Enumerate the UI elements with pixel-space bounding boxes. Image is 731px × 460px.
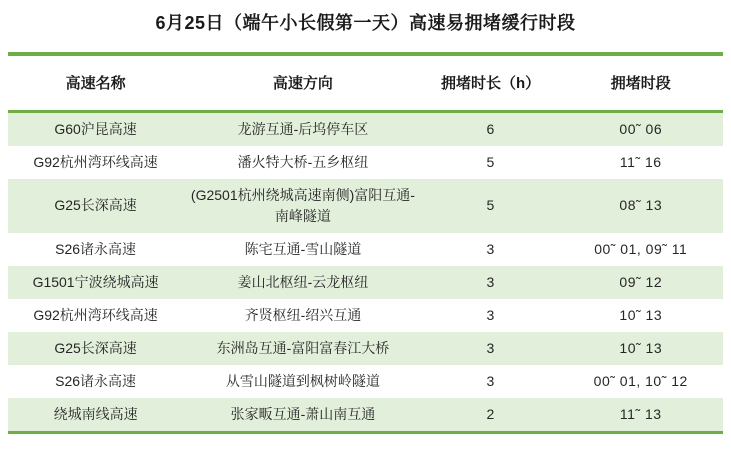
column-header-highway-name: 高速名称 bbox=[8, 54, 183, 111]
highway-direction-cell: 龙游互通-后坞停车区 bbox=[237, 120, 369, 137]
highway-name-cell: G25长深高速 bbox=[54, 339, 137, 356]
congestion-duration-cell: 2 bbox=[486, 405, 495, 422]
congestion-period-cell: 00˜ 01, 09˜ 11 bbox=[594, 240, 688, 257]
congestion-duration-cell: 3 bbox=[486, 306, 495, 323]
table-body bbox=[8, 111, 723, 432]
congestion-period-cell: 11˜ 16 bbox=[619, 153, 662, 170]
congestion-duration-cell: 3 bbox=[486, 273, 495, 290]
column-header-congestion-period: 拥堵时段 bbox=[559, 54, 723, 111]
table-row bbox=[8, 299, 723, 332]
table-row bbox=[8, 111, 723, 146]
congestion-period-cell: 00˜ 01, 10˜ 12 bbox=[593, 372, 688, 389]
table-header bbox=[8, 54, 723, 111]
highway-name-cell: G92杭州湾环线高速 bbox=[33, 306, 158, 323]
congestion-period-cell: 08˜ 13 bbox=[619, 197, 663, 213]
table-row bbox=[8, 332, 723, 365]
congestion-duration-cell: 5 bbox=[486, 197, 495, 213]
highway-direction-cell: 潘火特大桥-五乡枢纽 bbox=[237, 153, 369, 170]
congestion-period-cell: 09˜ 12 bbox=[619, 273, 663, 290]
highway-name-cell: G1501宁波绕城高速 bbox=[32, 273, 159, 290]
table-row bbox=[8, 179, 723, 233]
table-row bbox=[8, 233, 723, 266]
congestion-period-cell: 00˜ 06 bbox=[619, 120, 663, 137]
highway-direction-cell: 姜山北枢纽-云龙枢纽 bbox=[237, 273, 369, 290]
congestion-period-cell: 10˜ 13 bbox=[619, 339, 663, 356]
congestion-table bbox=[8, 52, 723, 434]
highway-name-cell: G92杭州湾环线高速 bbox=[33, 153, 158, 170]
congestion-period-cell: 10˜ 13 bbox=[619, 306, 663, 323]
highway-direction-cell: 齐贤枢纽-绍兴互通 bbox=[244, 306, 362, 323]
table-row bbox=[8, 146, 723, 179]
highway-name-cell: S26诸永高速 bbox=[55, 240, 137, 257]
congestion-duration-cell: 5 bbox=[486, 153, 495, 170]
highway-direction-cell: 陈宅互通-雪山隧道 bbox=[244, 240, 362, 257]
highway-direction-cell: 张家畈互通-萧山南互通 bbox=[230, 405, 376, 422]
congestion-duration-cell: 6 bbox=[486, 120, 495, 137]
highway-name-cell: G25长深高速 bbox=[54, 197, 137, 213]
page-title: 6月25日（端午小长假第一天）高速易拥堵缓行时段 bbox=[155, 13, 576, 33]
congestion-duration-cell: 3 bbox=[486, 240, 495, 257]
highway-name-cell: S26诸永高速 bbox=[55, 372, 137, 389]
column-header-highway-direction: 高速方向 bbox=[183, 54, 423, 111]
table-row bbox=[8, 266, 723, 299]
table-header-row bbox=[8, 54, 723, 111]
highway-name-cell: G60沪昆高速 bbox=[54, 120, 137, 137]
highway-direction-cell: (G2501杭州绕城高速南侧)富阳互通-南峰隧道 bbox=[190, 186, 415, 224]
highway-direction-cell: 东洲岛互通-富阳富春江大桥 bbox=[216, 339, 390, 356]
highway-direction-cell: 从雪山隧道到枫树岭隧道 bbox=[225, 372, 380, 389]
congestion-period-cell: 11˜ 13 bbox=[619, 405, 662, 422]
congestion-duration-cell: 3 bbox=[486, 372, 495, 389]
table-row bbox=[8, 398, 723, 433]
table-row bbox=[8, 365, 723, 398]
congestion-duration-cell: 3 bbox=[486, 339, 495, 356]
column-header-congestion-duration: 拥堵时长（h） bbox=[423, 54, 559, 111]
highway-name-cell: 绕城南线高速 bbox=[53, 405, 138, 422]
